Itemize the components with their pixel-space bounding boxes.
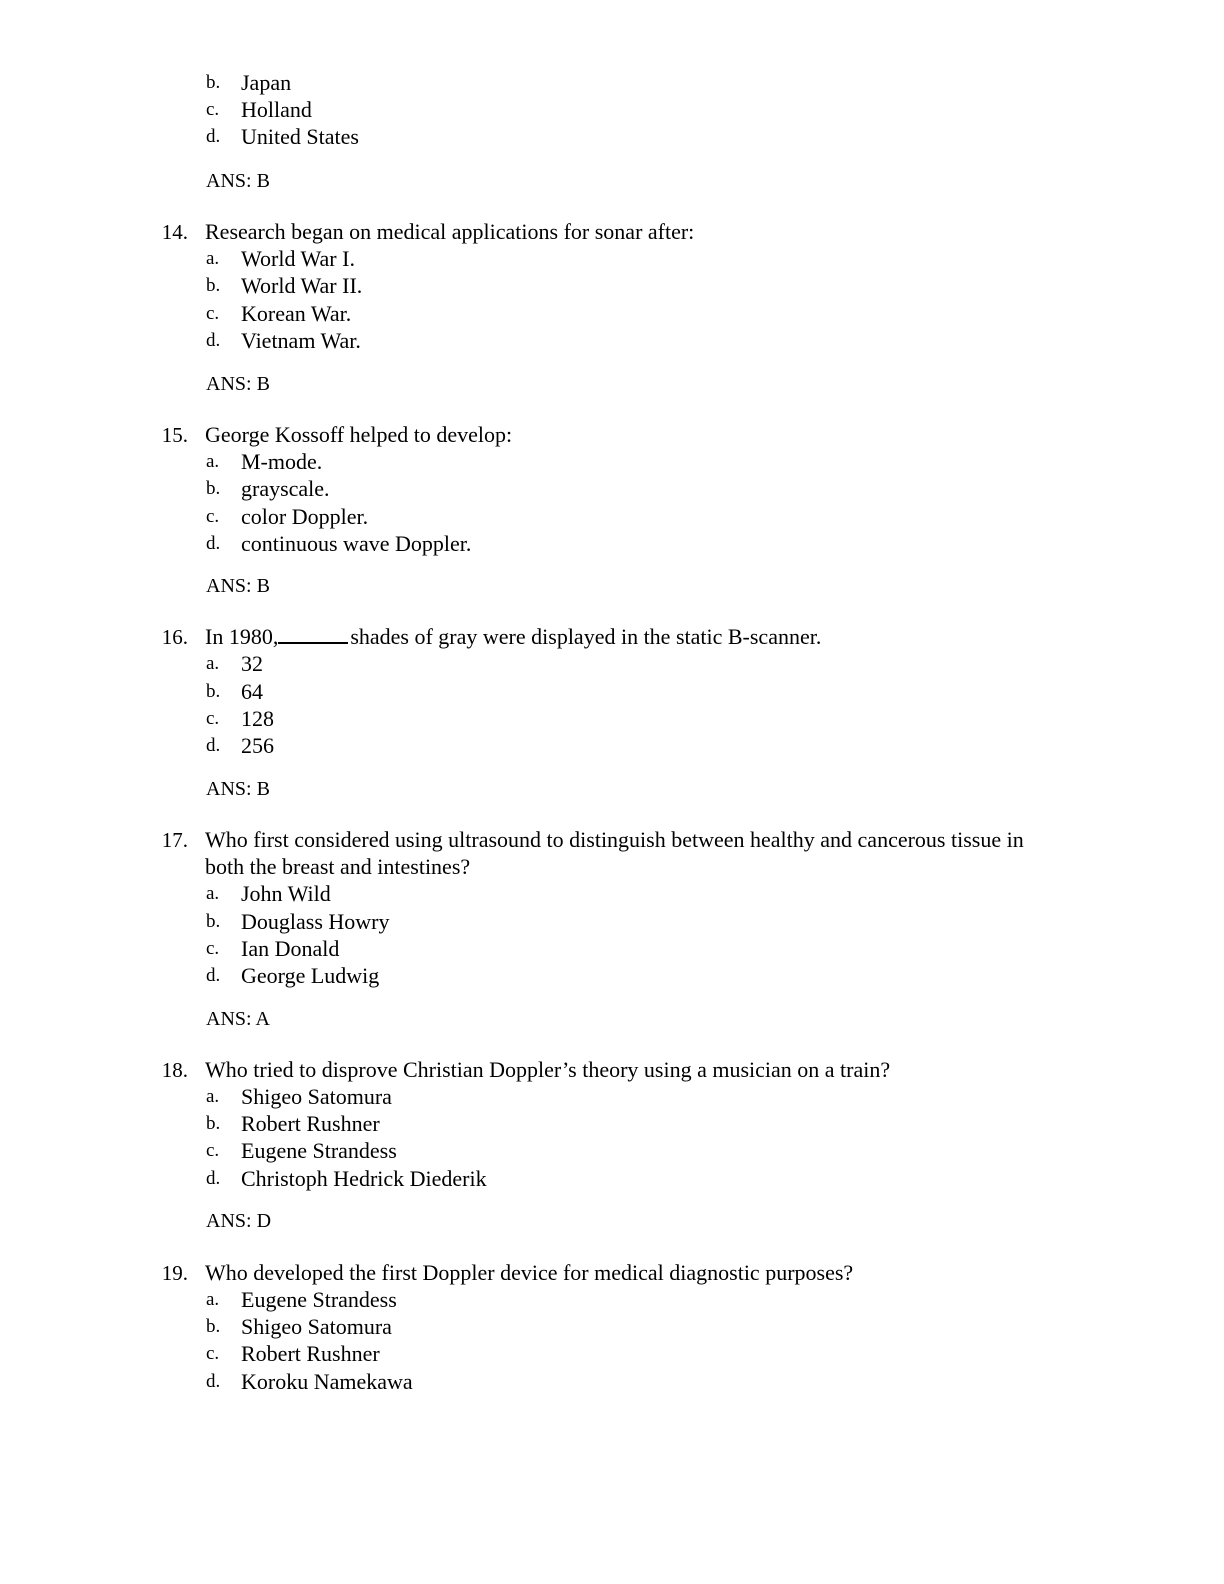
question-text-after: shades of gray were displayed in the static B-scanner. bbox=[350, 624, 822, 649]
question-text: Who developed the first Doppler device for medical diagnostic purposes? bbox=[205, 1260, 854, 1285]
option-letter: d. bbox=[206, 533, 221, 554]
option-text: Vietnam War. bbox=[241, 328, 361, 353]
option-letter: a. bbox=[206, 451, 220, 472]
question-text bbox=[205, 624, 821, 650]
option-text: Japan bbox=[241, 70, 292, 95]
option-letter: d. bbox=[206, 965, 221, 986]
option-text: John Wild bbox=[241, 881, 331, 906]
option-letter: b. bbox=[206, 911, 221, 932]
option-text: United States bbox=[241, 124, 359, 149]
option-letter: d. bbox=[206, 330, 221, 351]
question-text: George Kossoff helped to develop: bbox=[205, 422, 513, 447]
option-letter: c. bbox=[206, 99, 220, 120]
question-number: 18. bbox=[161, 1058, 188, 1082]
option-text: continuous wave Doppler. bbox=[241, 531, 472, 556]
option-letter: c. bbox=[206, 1343, 220, 1364]
option-text: 64 bbox=[241, 679, 263, 704]
option-letter: d. bbox=[206, 126, 221, 147]
question-number: 16. bbox=[161, 625, 188, 649]
option-letter: c. bbox=[206, 1140, 220, 1161]
option-letter: b. bbox=[206, 72, 221, 93]
option-letter: c. bbox=[206, 938, 220, 959]
option-text: Holland bbox=[241, 97, 312, 122]
option-text: grayscale. bbox=[241, 476, 330, 501]
answer-label: ANS: D bbox=[206, 1210, 272, 1232]
answer-label: ANS: B bbox=[206, 170, 270, 192]
option-text: Eugene Strandess bbox=[241, 1287, 397, 1312]
answer-label: ANS: B bbox=[206, 778, 270, 800]
option-letter: c. bbox=[206, 506, 220, 527]
option-text: World War I. bbox=[241, 246, 355, 271]
question-number: 14. bbox=[161, 220, 188, 244]
option-letter: a. bbox=[206, 1289, 220, 1310]
option-text: Ian Donald bbox=[241, 936, 340, 961]
option-letter: d. bbox=[206, 1168, 221, 1189]
option-letter: a. bbox=[206, 1086, 220, 1107]
question-text-before: In 1980, bbox=[205, 624, 279, 649]
option-text: 256 bbox=[241, 733, 274, 758]
option-letter: a. bbox=[206, 653, 220, 674]
answer-label: ANS: B bbox=[206, 373, 270, 395]
question-text-line1: Who first considered using ultrasound to distinguish between healthy and cancerous tissue in bbox=[205, 827, 1024, 852]
question-number: 17. bbox=[161, 828, 188, 852]
option-text: Robert Rushner bbox=[241, 1341, 380, 1366]
option-text: Shigeo Satomura bbox=[241, 1314, 392, 1339]
option-letter: a. bbox=[206, 883, 220, 904]
option-text: Christoph Hedrick Diederik bbox=[241, 1166, 487, 1191]
option-text: Koroku Namekawa bbox=[241, 1369, 413, 1394]
option-text: color Doppler. bbox=[241, 504, 369, 529]
question-text: Who tried to disprove Christian Doppler’s theory using a musician on a train? bbox=[205, 1057, 891, 1082]
option-letter: c. bbox=[206, 708, 220, 729]
option-text: Robert Rushner bbox=[241, 1111, 380, 1136]
option-letter: b. bbox=[206, 478, 221, 499]
option-letter: c. bbox=[206, 303, 220, 324]
option-text: M-mode. bbox=[241, 449, 323, 474]
option-text: World War II. bbox=[241, 273, 363, 298]
option-letter: d. bbox=[206, 735, 221, 756]
option-text: Eugene Strandess bbox=[241, 1138, 397, 1163]
answer-label: ANS: B bbox=[206, 575, 270, 597]
option-text: Shigeo Satomura bbox=[241, 1084, 392, 1109]
option-text: 128 bbox=[241, 706, 274, 731]
option-text: 32 bbox=[241, 651, 263, 676]
question-text-line2: both the breast and intestines? bbox=[205, 854, 471, 879]
question-number: 19. bbox=[161, 1261, 188, 1285]
option-letter: b. bbox=[206, 275, 221, 296]
question-text: Research began on medical applications for sonar after: bbox=[205, 219, 695, 244]
option-text: George Ludwig bbox=[241, 963, 380, 988]
option-letter: b. bbox=[206, 1316, 221, 1337]
question-number: 15. bbox=[161, 423, 188, 447]
option-text: Korean War. bbox=[241, 301, 352, 326]
option-letter: d. bbox=[206, 1371, 221, 1392]
answer-label: ANS: A bbox=[206, 1008, 270, 1030]
option-letter: b. bbox=[206, 1113, 221, 1134]
option-letter: b. bbox=[206, 681, 221, 702]
fill-in-blank bbox=[278, 624, 348, 644]
option-text: Douglass Howry bbox=[241, 909, 390, 934]
option-letter: a. bbox=[206, 248, 220, 269]
